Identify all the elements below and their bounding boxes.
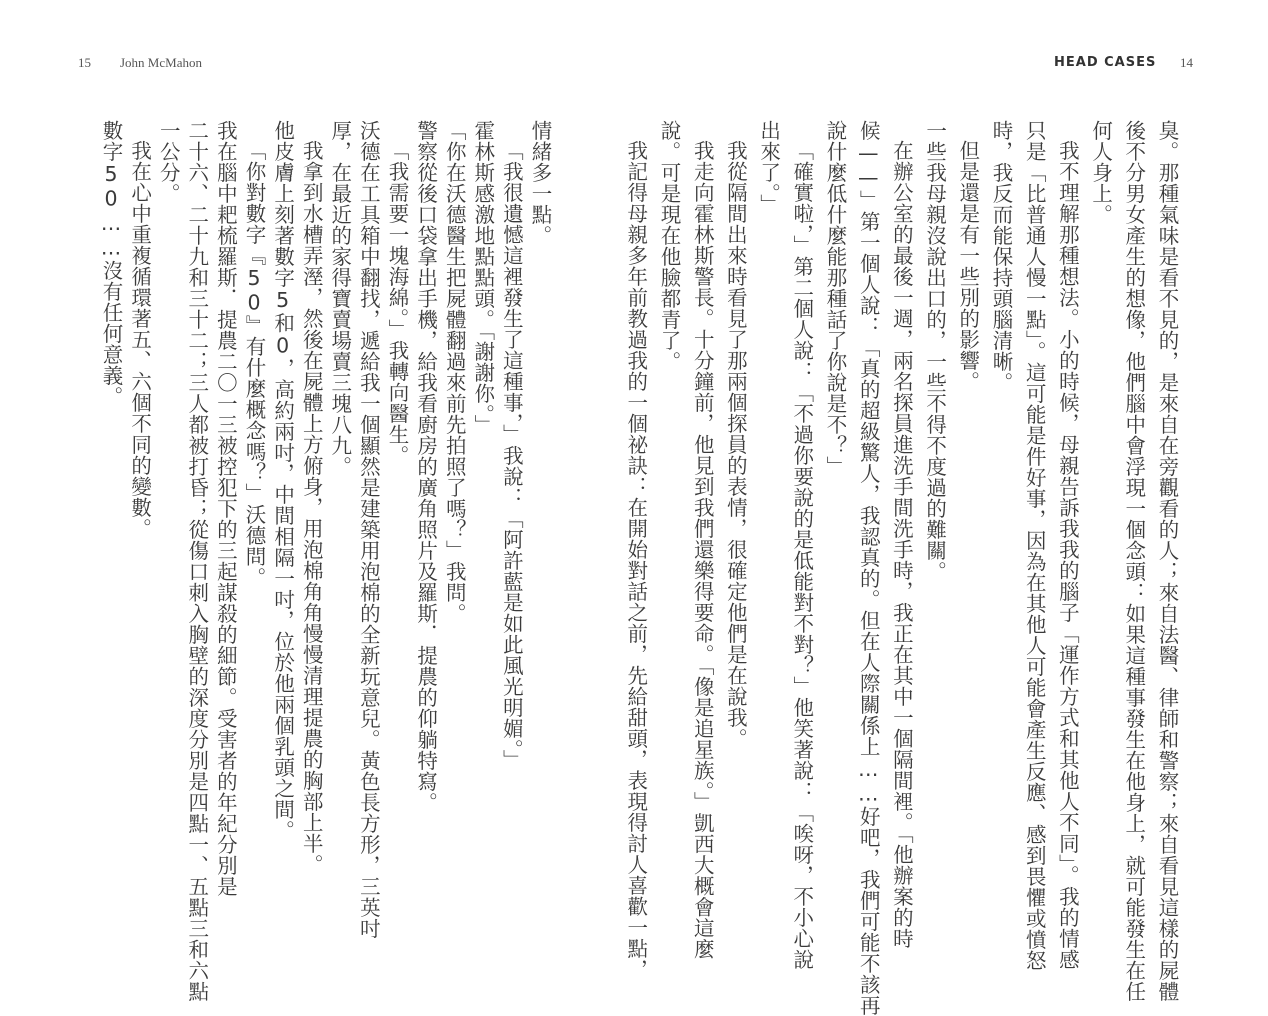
text-column: 後不分男女產生的想像，他們腦中會浮現一個念頭：如果這種事發生在他身上，就可能發生在任 [1121, 120, 1146, 1002]
text-column: 一些我母親沒說出口的，一些不得不度過的難關。 [922, 120, 947, 582]
text-column: 「你在沃德醫生把屍體翻過來前先拍照了嗎？」我問。 [442, 120, 467, 624]
text-column: 我在腦中耙梳羅斯．提農二〇一三被控犯下的三起謀殺的細節。受害者的年紀分別是 [213, 120, 238, 897]
text-column: 我在心中重複循環著五、六個不同的變數。 [127, 140, 152, 539]
text-column: 我不理解那種想法。小的時候，母親告訴我我的腦子「運作方式和其他人不同」。我的情感 [1055, 140, 1080, 970]
text-column: 警察從後口袋拿出手機，給我看廚房的廣角照片及羅斯．提農的仰躺特寫。 [413, 120, 438, 813]
text-column: 霍林斯感激地點點頭。「謝謝你。」 [470, 120, 495, 436]
text-column: 二十六、二十九和三十二；三人都被打昏；從傷口刺入胸壁的深度分別是四點一、五點三和六點 [184, 120, 209, 1002]
text-column: 候——」第一個人說：「真的超級驚人，我認真的。但在人際關係上……好吧，我們可能不該再 [856, 120, 881, 1016]
author-name: John McMahon [120, 55, 202, 70]
text-column: 情緒多一點。 [528, 120, 552, 246]
text-column: 說。可是現在他臉都青了。 [657, 120, 681, 372]
text-column: 一公分。 [156, 120, 181, 204]
text-column: 「我需要一塊海綿。」我轉向醫生。 [385, 140, 409, 466]
text-column: 只是「比普通人慢一點」。這可能是件好事，因為在其他人可能會產生反應、感到畏懼或憤怒 [1022, 120, 1047, 971]
left-page-body [0, 120, 1268, 1002]
book-title: HEAD CASES [1054, 55, 1157, 70]
left-page-number: 15 [78, 55, 91, 70]
text-column: 臭。那種氣味是看不見的，是來自在旁觀看的人；來自法醫、律師和警察；來自看見這樣的屍體 [1155, 120, 1179, 1002]
text-column: 我拿到水槽弄溼，然後在屍體上方俯身，用泡棉角角慢慢清理提農的胸部上半。 [299, 140, 324, 875]
text-column: 他皮膚上刻著數字5和0，高約兩吋，中間相隔一吋，位於他兩個乳頭之間。 [270, 120, 295, 841]
text-column: 我記得母親多年前教過我的一個祕訣：在開始對話之前，先給甜頭，表現得討人喜歡一點， [623, 140, 648, 980]
text-column: 數字50……沒有任何意義。 [99, 120, 123, 407]
text-column: 我走向霍林斯警長。十分鐘前，他見到我們還樂得要命。「像是追星族。」凱西大概會這麼 [690, 140, 715, 960]
text-column: 「確實啦，」第二個人說：「不過你要說的是低能對不對？」他笑著說：「唉呀，不小心說 [789, 140, 814, 970]
text-column: 「你對數字『50』有什麼概念嗎？」沃德問。 [242, 140, 266, 588]
text-column: 但是還是有一些別的影響。 [955, 140, 980, 392]
text-column: 何人身上。 [1088, 120, 1113, 225]
text-column: 時，我反而能保持頭腦清晰。 [989, 120, 1013, 393]
text-column: 出來了。」 [756, 120, 781, 215]
right-page-number: 14 [1180, 55, 1193, 70]
text-column: 在辦公室的最後一週，兩名探員進洗手間洗手時，我正在其中一個隔間裡。「他辦案的時 [889, 140, 914, 949]
text-column: 「我很遺憾這裡發生了這種事，」我說：「阿許藍是如此風光明媚。」 [499, 140, 524, 771]
text-column: 沃德在工具箱中翻找，遞給我一個顯然是建築用泡棉的全新玩意兒。黃色長方形，三英吋 [356, 120, 381, 939]
text-column: 我從隔間出來時看見了那兩個探員的表情，很確定他們是在說我。 [723, 140, 748, 749]
text-column: 厚，在最近的家得寶賣場賣三塊八九。 [327, 120, 352, 477]
text-column: 說什麼低什麼能那種話了你說是不？」 [823, 120, 847, 477]
